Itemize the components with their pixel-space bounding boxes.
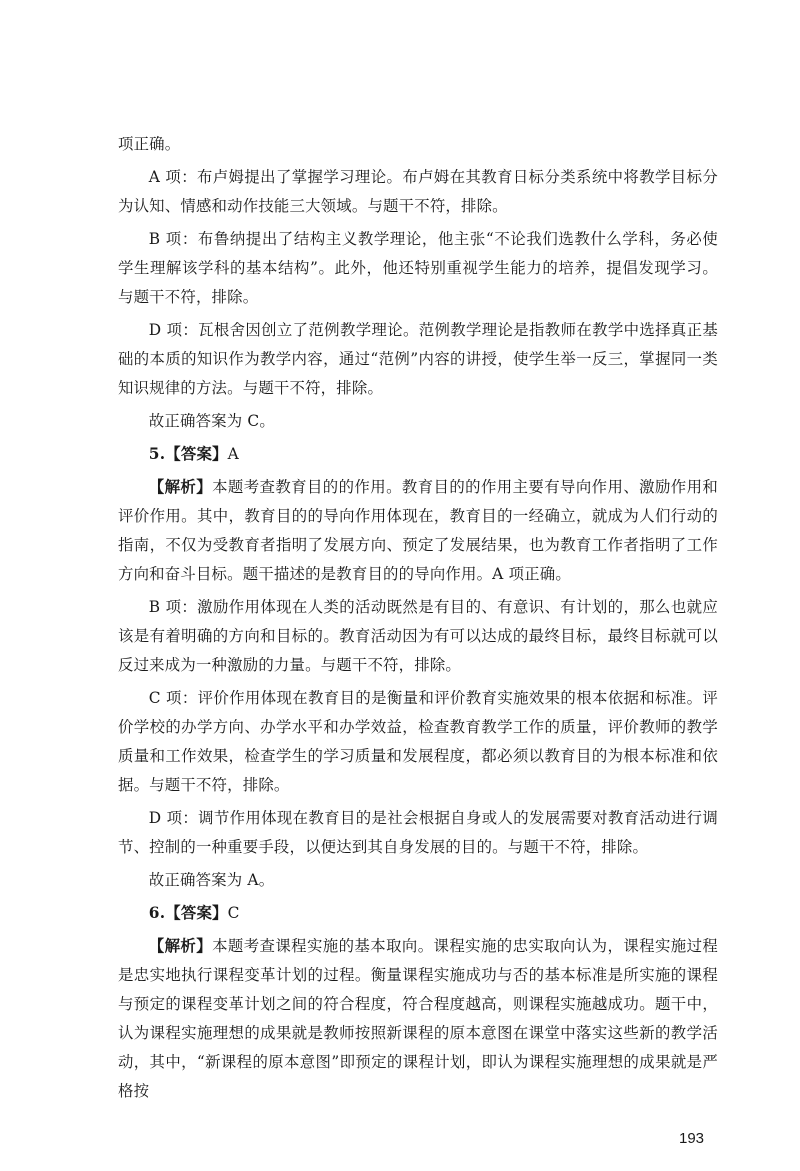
- answer-heading-5: [118, 440, 718, 469]
- answer-label: 5.【答案】: [148, 445, 228, 463]
- paragraph-option-b-5: [118, 593, 718, 680]
- paragraph-text: 本题考查课程实施的基本取向。课程实施的忠实取向认为，课程实施过程是忠实地执行课程变革计划的过程。衡量课程实施成功与否的基本标准是所实施的课程与预定的课程变革计划之间的符合程度，符合程度越高，则课程实施越成功。题干中，认为课程实施理想的成果就是教师按照新课程的原本意图在课堂中落实这些新的教学活动，其中，“新课程的原本意图”即预定的课程计划，即认为课程实施理想的成果就是严格按: [118, 937, 718, 1100]
- paragraph-text: 故正确答案为 A。: [148, 871, 275, 889]
- page-number: 193: [679, 1130, 705, 1147]
- paragraph-text: A 项：布卢姆提出了掌握学习理论。布卢姆在其教育日标分类系统中将教学目标分为认知、情感和动作技能三大领域。与题干不符，排除。: [118, 168, 718, 215]
- analysis-label: 【解析】: [148, 937, 213, 955]
- paragraph-text: D 项：瓦根舍因创立了范例教学理论。范例教学理论是指教师在教学中选择真正基础的本质的知识作为教学内容，通过“范例”内容的讲授，使学生举一反三，掌握同一类知识规律的方法。与题干不符，排除。: [118, 321, 718, 397]
- analysis-label: 【解析】: [148, 478, 213, 496]
- answer-label: 6.【答案】: [148, 904, 228, 922]
- paragraph-option-d: [118, 316, 718, 403]
- paragraph-text: B 项：激励作用体现在人类的活动既然是有目的、有意识、有计划的，那么也就应该是有着明确的方向和目标的。教育活动因为有可以达成的最终目标，最终目标就可以反过来成为一种激励的力量。与题干不符，排除。: [118, 598, 718, 674]
- answer-value: A: [227, 445, 239, 463]
- paragraph-0: [118, 130, 718, 159]
- paragraph-text: 项正确。: [118, 135, 181, 153]
- analysis-paragraph-5: [118, 473, 718, 589]
- paragraph-option-b: [118, 225, 718, 312]
- paragraph-text: D 项：调节作用体现在教育目的是社会根据自身或人的发展需要对教育活动进行调节、控制的一种重要手段，以便达到其自身发展的目的。与题干不符，排除。: [118, 809, 718, 856]
- paragraph-text: B 项：布鲁纳提出了结构主义教学理论，他主张“不论我们选教什么学科，务必使学生理解该学科的基本结构”。此外，他还特别重视学生能力的培养，提倡发现学习。与题干不符，排除。: [118, 230, 718, 306]
- analysis-paragraph-6: [118, 932, 718, 1106]
- paragraph-option-d-5: [118, 804, 718, 862]
- paragraph-option-c-5: [118, 684, 718, 800]
- document-body: [118, 130, 718, 1110]
- paragraph-answer-summary-5: [118, 866, 718, 895]
- paragraph-option-a: [118, 163, 718, 221]
- paragraph-text: C 项：评价作用体现在教育目的是衡量和评价教育实施效果的根本依据和标准。评价学校的办学方向、办学水平和办学效益，检查教育教学工作的质量，评价教师的教学质量和工作效果，检查学生的学习质量和发展程度，都必须以教育目的为根本标准和依据。与题干不符，排除。: [118, 689, 718, 794]
- answer-value: C: [227, 904, 240, 922]
- answer-heading-6: [118, 899, 718, 928]
- paragraph-text: 本题考查教育目的的作用。教育目的的作用主要有导向作用、激励作用和评价作用。其中，教育目的的导向作用体现在，教育目的一经确立，就成为人们行动的指南，不仅为受教育者指明了发展方向、预定了发展结果，也为教育工作者指明了工作方向和奋斗目标。题干描述的是教育目的的导向作用。A 项正确。: [118, 478, 718, 583]
- paragraph-answer-summary: [118, 407, 718, 436]
- paragraph-text: 故正确答案为 C。: [148, 412, 275, 430]
